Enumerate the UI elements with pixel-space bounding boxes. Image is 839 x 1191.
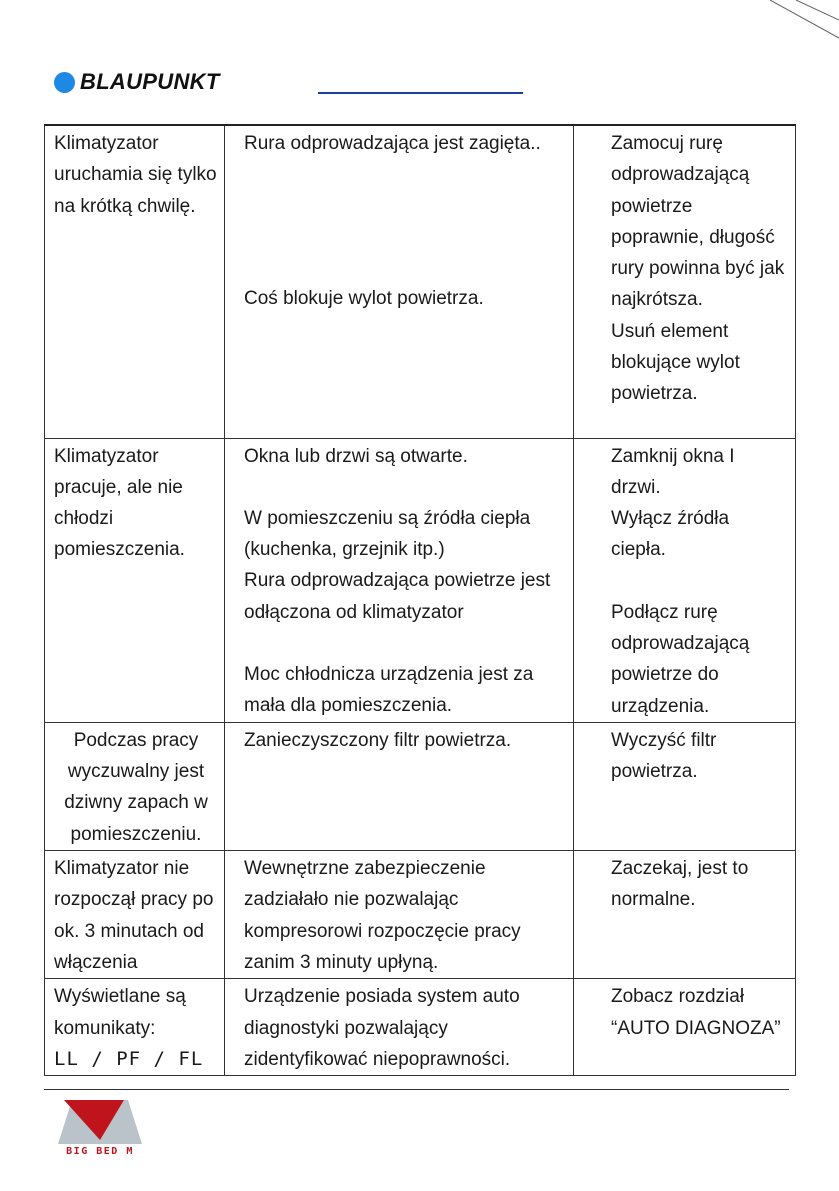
cause-text: Urządzenie posiada system auto diagnostyki pozwalający zidentyfikować niepoprawności. (244, 986, 520, 1070)
solution-cell (574, 979, 796, 1076)
solution-text: Wyczyść filtr powietrza. (611, 729, 717, 783)
table-row (45, 125, 796, 438)
cause-cell (225, 438, 574, 722)
cause-text: Rura odprowadzająca jest zagięta.. (244, 133, 541, 154)
problem-cell (45, 722, 225, 850)
cause-cell (225, 125, 574, 438)
brand-logo (54, 70, 220, 94)
solution-text: Zamknij okna I drzwi. (611, 445, 735, 498)
solution-text: Zaczekaj, jest to normalne. (611, 858, 749, 911)
problem-cell (45, 438, 225, 722)
problem-cell (45, 979, 225, 1076)
problem-text: Podczas pracy wyczuwalny jest dziwny zapach w pomieszczeniu. (64, 729, 208, 845)
cause-text: Coś blokuje wylot powietrza. (244, 288, 484, 310)
solution-text: Podłącz rurę odprowadzającą powietrze do urządzenia. (611, 601, 750, 717)
problem-text: Klimatyzator uruchamia się tylko na krótką chwilę. (54, 133, 217, 217)
cause-text: Okna lub drzwi są otwarte. (244, 445, 468, 467)
cause-cell (225, 722, 574, 850)
problem-cell (45, 125, 225, 438)
table-row (45, 851, 796, 979)
footer-divider (44, 1089, 789, 1090)
problem-cell (45, 851, 225, 979)
cause-text: Rura odprowadzająca powietrze jest odłączona od klimatyzator (244, 570, 551, 623)
error-codes: LL / PF / FL (54, 1047, 204, 1070)
troubleshooting-table (44, 124, 796, 1076)
brand-name: BLAUPUNKT (80, 69, 220, 94)
brand-dot-icon (54, 72, 75, 93)
cause-text: Moc chłodnicza urządzenia jest za mała dla pomieszczenia. (244, 663, 534, 717)
solution-text: Usuń element blokujące wylot powietrza. (611, 320, 740, 405)
cause-text: W pomieszczeniu są źródła ciepła (kuchenka, grzejnik itp.) (244, 507, 531, 561)
cause-cell (225, 979, 574, 1076)
solution-text: Wyłącz źródła ciepła. (611, 508, 730, 561)
header-link-underline (318, 92, 523, 94)
table-row (45, 722, 796, 850)
problem-text: Klimatyzator pracuje, ale nie chłodzi pomieszczenia. (54, 445, 185, 561)
cause-cell (225, 851, 574, 979)
problem-text: Klimatyzator nie rozpoczął pracy po ok. 3 minutach od włączenia (54, 858, 214, 973)
corner-decoration (0, 0, 839, 44)
problem-text: Wyświetlane są komunikaty: (54, 986, 186, 1039)
table-row (45, 438, 796, 722)
cause-text: Wewnętrzne zabezpieczenie zadziałało nie pozwalając kompresorowi rozpoczęcie pracy zanim 3 minuty upłyną. (244, 858, 521, 973)
solution-cell (574, 851, 796, 979)
cause-text: Zanieczyszczony filtr powietrza. (244, 729, 512, 751)
footer-logo-text: BIG BED M (66, 1146, 134, 1157)
solution-cell (574, 722, 796, 850)
solution-text: Zamocuj rurę odprowadzającą powietrze poprawnie, długość rury powinna być jak najkrótsza. (611, 133, 785, 311)
solution-cell (574, 125, 796, 438)
table-row (45, 979, 796, 1076)
solution-text: Zobacz rozdział “AUTO DIAGNOZA” (611, 986, 781, 1039)
solution-cell (574, 438, 796, 722)
